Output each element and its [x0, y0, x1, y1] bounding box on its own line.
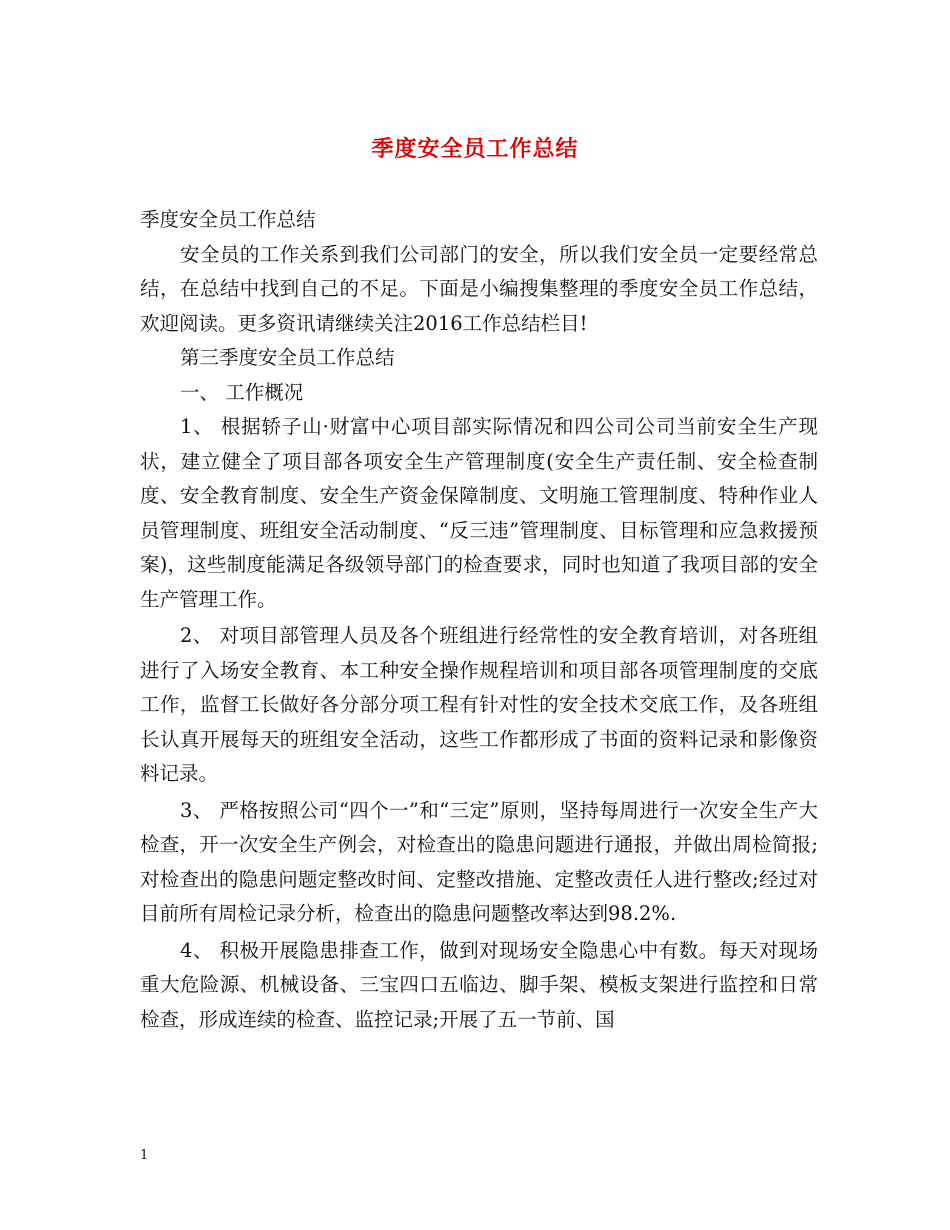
paragraph-section-heading: 一、 工作概况	[180, 380, 304, 404]
document-title: 季度安全员工作总结	[371, 136, 579, 162]
paragraph-item-2: 2、 对项目部管理人员及各个班组进行经常性的安全教育培训，对各班组进行了入场安全教育、本工种安全操作规程培训和项目部各项管理制度的交底工作，监督工长做好各分部分项工程有针对性的安全技术交底工作，及各班组长认真开展每天的班组安全活动，这些工作都形成了书面的资料记录和影像资料记录。	[140, 624, 818, 785]
document-body	[140, 203, 818, 1037]
paragraph-heading: 季度安全员工作总结	[140, 208, 316, 231]
paragraph-subtitle: 第三季度安全员工作总结	[180, 346, 395, 369]
paragraph-item-1: 1、 根据轿子山·财富中心项目部实际情况和四公司公司当前安全生产现状，建立健全了项目部各项安全生产管理制度(安全生产责任制、安全检查制度、安全教育制度、安全生产资金保障制度、文明施工管理制度、特种作业人员管理制度、班组安全活动制度、“反三违”管理制度、目标管理和应急救援预案)，这些制度能满足各级领导部门的检查要求，同时也知道了我项目部的安全生产管理工作。	[140, 415, 818, 611]
paragraph-item-4: 4、 积极开展隐患排查工作，做到对现场安全隐患心中有数。每天对现场重大危险源、机械设备、三宝四口五临边、脚手架、模板支架进行监控和日常检查，形成连续的检查、监控记录;开展了五一节前、国	[140, 938, 818, 1031]
paragraph-item-3: 3、 严格按照公司“四个一”和“三定”原则，坚持每周进行一次安全生产大检查，开一次安全生产例会，对检查出的隐患问题进行通报，并做出周检简报;对检查出的隐患问题定整改时间、定整改措施、定整改责任人进行整改;经过对目前所有周检记录分析，检查出的隐患问题整改率达到98.2%.	[140, 798, 818, 925]
paragraph-intro: 安全员的工作关系到我们公司部门的安全，所以我们安全员一定要经常总结，在总结中找到自己的不足。下面是小编搜集整理的季度安全员工作总结，欢迎阅读。更多资讯请继续关注2016工作总结栏目!	[140, 242, 818, 335]
page-number: 1	[140, 1148, 149, 1163]
